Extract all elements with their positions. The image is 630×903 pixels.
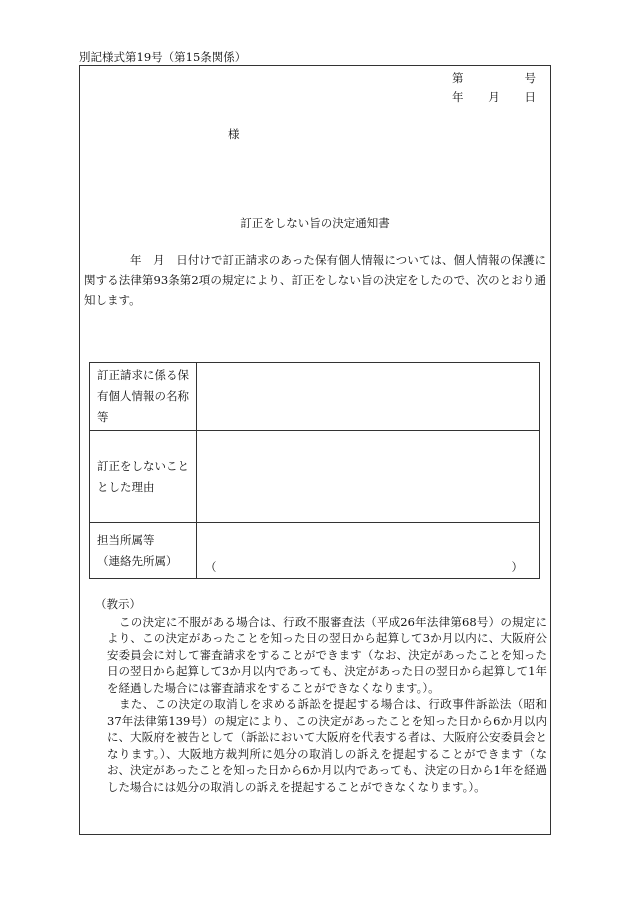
body-text: 年 月 日付けで訂正請求のあった保有個人情報については、個人情報の保護に関する法律第93条第2項の規定により、訂正をしない旨の決定をしたので、次のとおり通知します。 (84, 253, 546, 307)
number-suffix: 号 (524, 71, 536, 85)
addressee-suffix: 様 (228, 127, 240, 141)
form-caption: 別記様式第19号（第15条関係） (79, 50, 247, 64)
info-table (89, 362, 540, 579)
info-name-label: 訂正請求に係る保有個人情報の名称等 (90, 363, 197, 431)
document-date-line (452, 89, 536, 105)
paren-open: （ (205, 560, 217, 574)
table-row (90, 431, 540, 523)
reason-value (197, 431, 540, 523)
document-number-line (452, 70, 536, 86)
date-day: 日 (524, 90, 536, 104)
contact-label-line2: （連絡先所属） (97, 553, 178, 568)
document-title: 訂正をしない旨の決定通知書 (240, 216, 390, 230)
number-prefix: 第 (452, 71, 464, 85)
paren-close: ） (511, 560, 523, 574)
contact-label-line1: 担当所属等 (97, 532, 155, 547)
table-row (90, 363, 540, 431)
instruction-notice (95, 596, 547, 795)
date-month: 月 (488, 90, 500, 104)
notice-heading: （教示） (95, 597, 141, 611)
notice-paragraph-lawsuit: また、この決定の取消しを求める訴訟を提起する場合は、行政事件訴訟法（昭和37年法律第139号）の規定により、この決定があったことを知った日から6か月以内に、大阪府を被告として（訴訟において大阪府を代表する者は、大阪府公安委員会となります。）、大阪地方裁判所に処分の取消しの訴えを提起することができます（なお、決定があったことを知った日から6か月以内であっても、決定の日から1年を経過した場合には処分の取消しの訴えを提起することができなくなります。）。 (107, 697, 547, 794)
notice-paragraph-appeal: この決定に不服がある場合は、行政不服審査法（平成26年法律第68号）の規定により、この決定があったことを知った日の翌日から起算して3か月以内に、大阪府公安委員会に対して審査請求をすることができます（なお、決定があったことを知った日の翌日から起算して3か月以内であっても、決定があった日の翌日から起算して1年を経過した場合には審査請求をすることができなくなります。）。 (107, 614, 547, 695)
contact-label (90, 523, 197, 579)
reason-label: 訂正をしないこととした理由 (90, 431, 197, 523)
contact-value (197, 523, 540, 579)
info-name-value (197, 363, 540, 431)
table-row (90, 523, 540, 579)
date-year: 年 (452, 90, 464, 104)
